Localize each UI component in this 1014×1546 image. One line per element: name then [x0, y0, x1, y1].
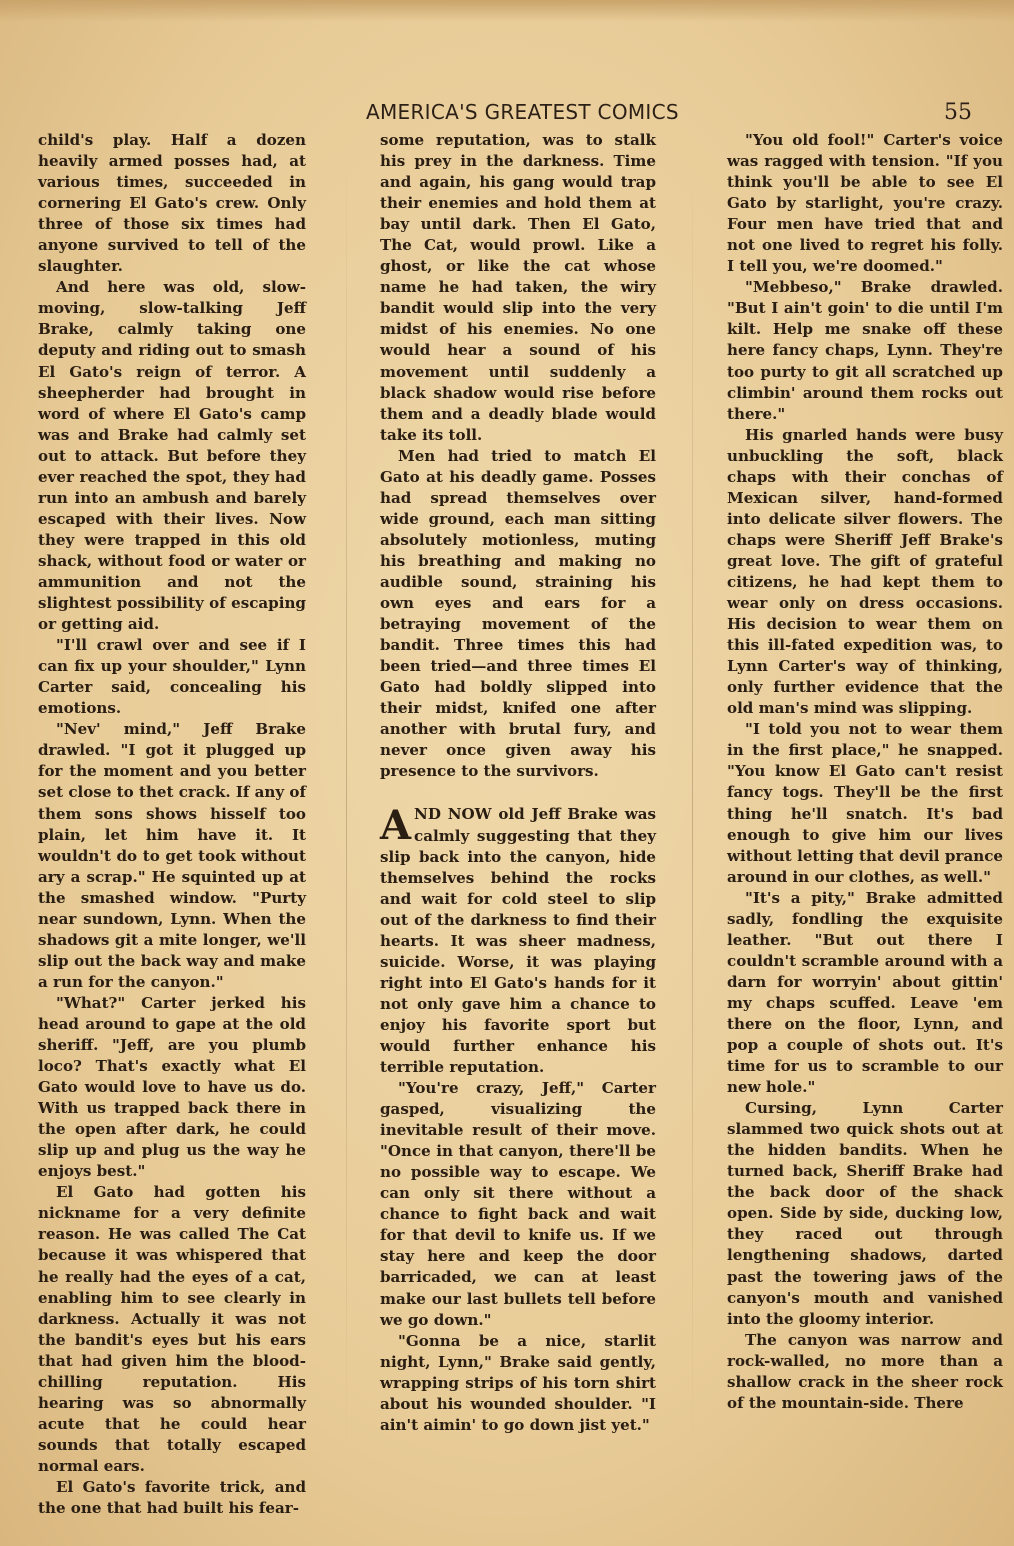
paragraph: some reputation, was to stalk his prey in the darkness. Time and again, his gang would trap their enemies and hold them at bay until dark. Then El Gato, The Cat, would prowl. Like a ghost, or like the cat whose name he had taken, the wiry bandit would slip into the very midst of his enemies. No one would hear a sound of his movement until suddenly a black shadow would rise before them and a deadly blade would take its toll.: [380, 131, 656, 444]
section-break: [380, 782, 656, 804]
paragraph: "I'll crawl over and see if I can fix up your shoulder," Lynn Carter said, concealing his emotions.: [38, 636, 306, 718]
paragraph: "Gonna be a nice, starlit night, Lynn," Brake said gently, wrapping strips of his torn shirt about his wounded shoulder. "I ain't aimin' to go down jist yet.": [380, 1331, 656, 1434]
paragraph: The canyon was narrow and rock-walled, no more than a shallow crack in the sheer rock of the mountain-side. There: [727, 1330, 1003, 1412]
section-lead-paragraph: [380, 804, 656, 1078]
paragraph: Men had tried to match El Gato at his deadly game. Posses had spread themselves over wide ground, each man sitting absolutely motionless, muting his breathing and making no audible sound, straining his own eyes and ears for a betraying movement of the bandit. Three times this had been tried—and three times El Gato had boldly slipped into their midst, knifed one after another with brutal fury, and never once given away his presence to the survivors.: [380, 446, 656, 781]
paragraph: El Gato's favorite trick, and the one that had built his fear-: [38, 1478, 306, 1518]
paragraph: "You old fool!" Carter's voice was ragged with tension. "If you think you'll be able to see El Gato by starlight, you're crazy. Four men have tried that and not one lived to regret his folly. I tell you, we're doomed.": [727, 131, 1003, 276]
text-column-3: [727, 130, 1003, 1414]
page-top-edge: [0, 0, 1014, 22]
paragraph: And here was old, slow-moving, slow-talking Jeff Brake, calmly taking one deputy and riding out to smash El Gato's reign of terror. A sheepherder had brought in word of where El Gato's camp was and Brake had calmly set out to attack. But before they ever reached the spot, they had run into an ambush and barely escaped with their lives. Now they were trapped in this old shack, without food or water or ammunition and not the slightest possibility of escaping or getting aid.: [38, 278, 306, 634]
column-gutter: [692, 140, 693, 1460]
running-title: AMERICA'S GREATEST COMICS: [366, 100, 679, 124]
paragraph: Cursing, Lynn Carter slammed two quick shots out at the hidden bandits. When he turned back, Sheriff Brake had the back door of the shack open. Side by side, ducking low, they raced out through lengthening shadows, darted past the towering jaws of the canyon's mouth and vanished into the gloomy interior.: [727, 1099, 1003, 1328]
paragraph: "Nev' mind," Jeff Brake drawled. "I got it plugged up for the moment and you better set close to thet crack. If any of them sons shows hisself too plain, let him have it. It wouldn't do to get took without ary a scrap." He squinted up at the smashed window. "Purty near sundown, Lynn. When the shadows git a mite longer, we'll slip out the back way and make a run for the canyon.": [38, 720, 306, 991]
paragraph: "It's a pity," Brake admitted sadly, fondling the exquisite leather. "But out there I couldn't scramble around with a darn for worryin' about gittin' my chaps scuffed. Leave 'em there on the floor, Lynn, and pop a couple of shots out. It's time for us to scramble to our new hole.": [727, 888, 1003, 1097]
paragraph: "You're crazy, Jeff," Carter gasped, visualizing the inevitable result of their move. "Once in that canyon, there'll be no possible way to escape. We can only sit there without a chance to fight back and wait for that devil to knife us. If we stay here and keep the door barricaded, we can at least make our last bullets tell before we go down.": [380, 1079, 656, 1329]
drop-cap: A: [380, 802, 412, 850]
page-header: [0, 100, 1014, 130]
paragraph: His gnarled hands were busy unbuckling the soft, black chaps with their conchas of Mexican silver, hand-formed into delicate silver flowers. The chaps were Sheriff Jeff Brake's great love. The gift of grateful citizens, he had kept them to wear only on dress occasions. His decision to wear them on this ill-fated expedition was, to Lynn Carter's way of thinking, only further evidence that the old man's mind was slipping.: [727, 425, 1003, 718]
paragraph: "Mebbeso," Brake drawled. "But I ain't goin' to die until I'm kilt. Help me snake off these here fancy chaps, Lynn. They're too purty to git all scratched up climbin' around them rocks out there.": [727, 278, 1003, 423]
text-column-1: [38, 130, 306, 1519]
column-gutter: [346, 140, 347, 1460]
paragraph: El Gato had gotten his nickname for a very definite reason. He was called The Cat because it was whispered that he really had the eyes of a cat, enabling him to see clearly in darkness. Actually it was not the bandit's eyes but his ears that had given him the blood-chilling reputation. His hearing was so abnormally acute that he could hear sounds that totally escaped normal ears.: [38, 1183, 306, 1475]
paragraph: "What?" Carter jerked his head around to gape at the old sheriff. "Jeff, are you plumb loco? That's exactly what El Gato would love to have us do. With us trapped back there in the open after dark, he could slip up and plug us the way he enjoys best.": [38, 993, 306, 1181]
lead-text: ND NOW old Jeff Brake was calmly suggesting that they slip back into the canyon, hide themselves behind the rocks and wait for cold steel to slip out of the darkness to find their hearts. It was sheer madness, suicide. Worse, it was playing right into El Gato's hands for it not only gave him a chance to enjoy his favorite sport but would further enhance his terrible reputation.: [380, 805, 656, 1077]
paragraph: "I told you not to wear them in the first place," he snapped. "You know El Gato can't resist fancy togs. They'll be the first thing he'll snatch. It's bad enough to give him our lives without letting that devil prance around in our clothes, as well.": [727, 720, 1003, 886]
paragraph: child's play. Half a dozen heavily armed posses had, at various times, succeeded in cornering El Gato's crew. Only three of those six times had anyone survived to tell of the slaughter.: [38, 131, 306, 276]
page-number: 55: [944, 100, 972, 125]
text-column-2: [380, 130, 656, 1436]
